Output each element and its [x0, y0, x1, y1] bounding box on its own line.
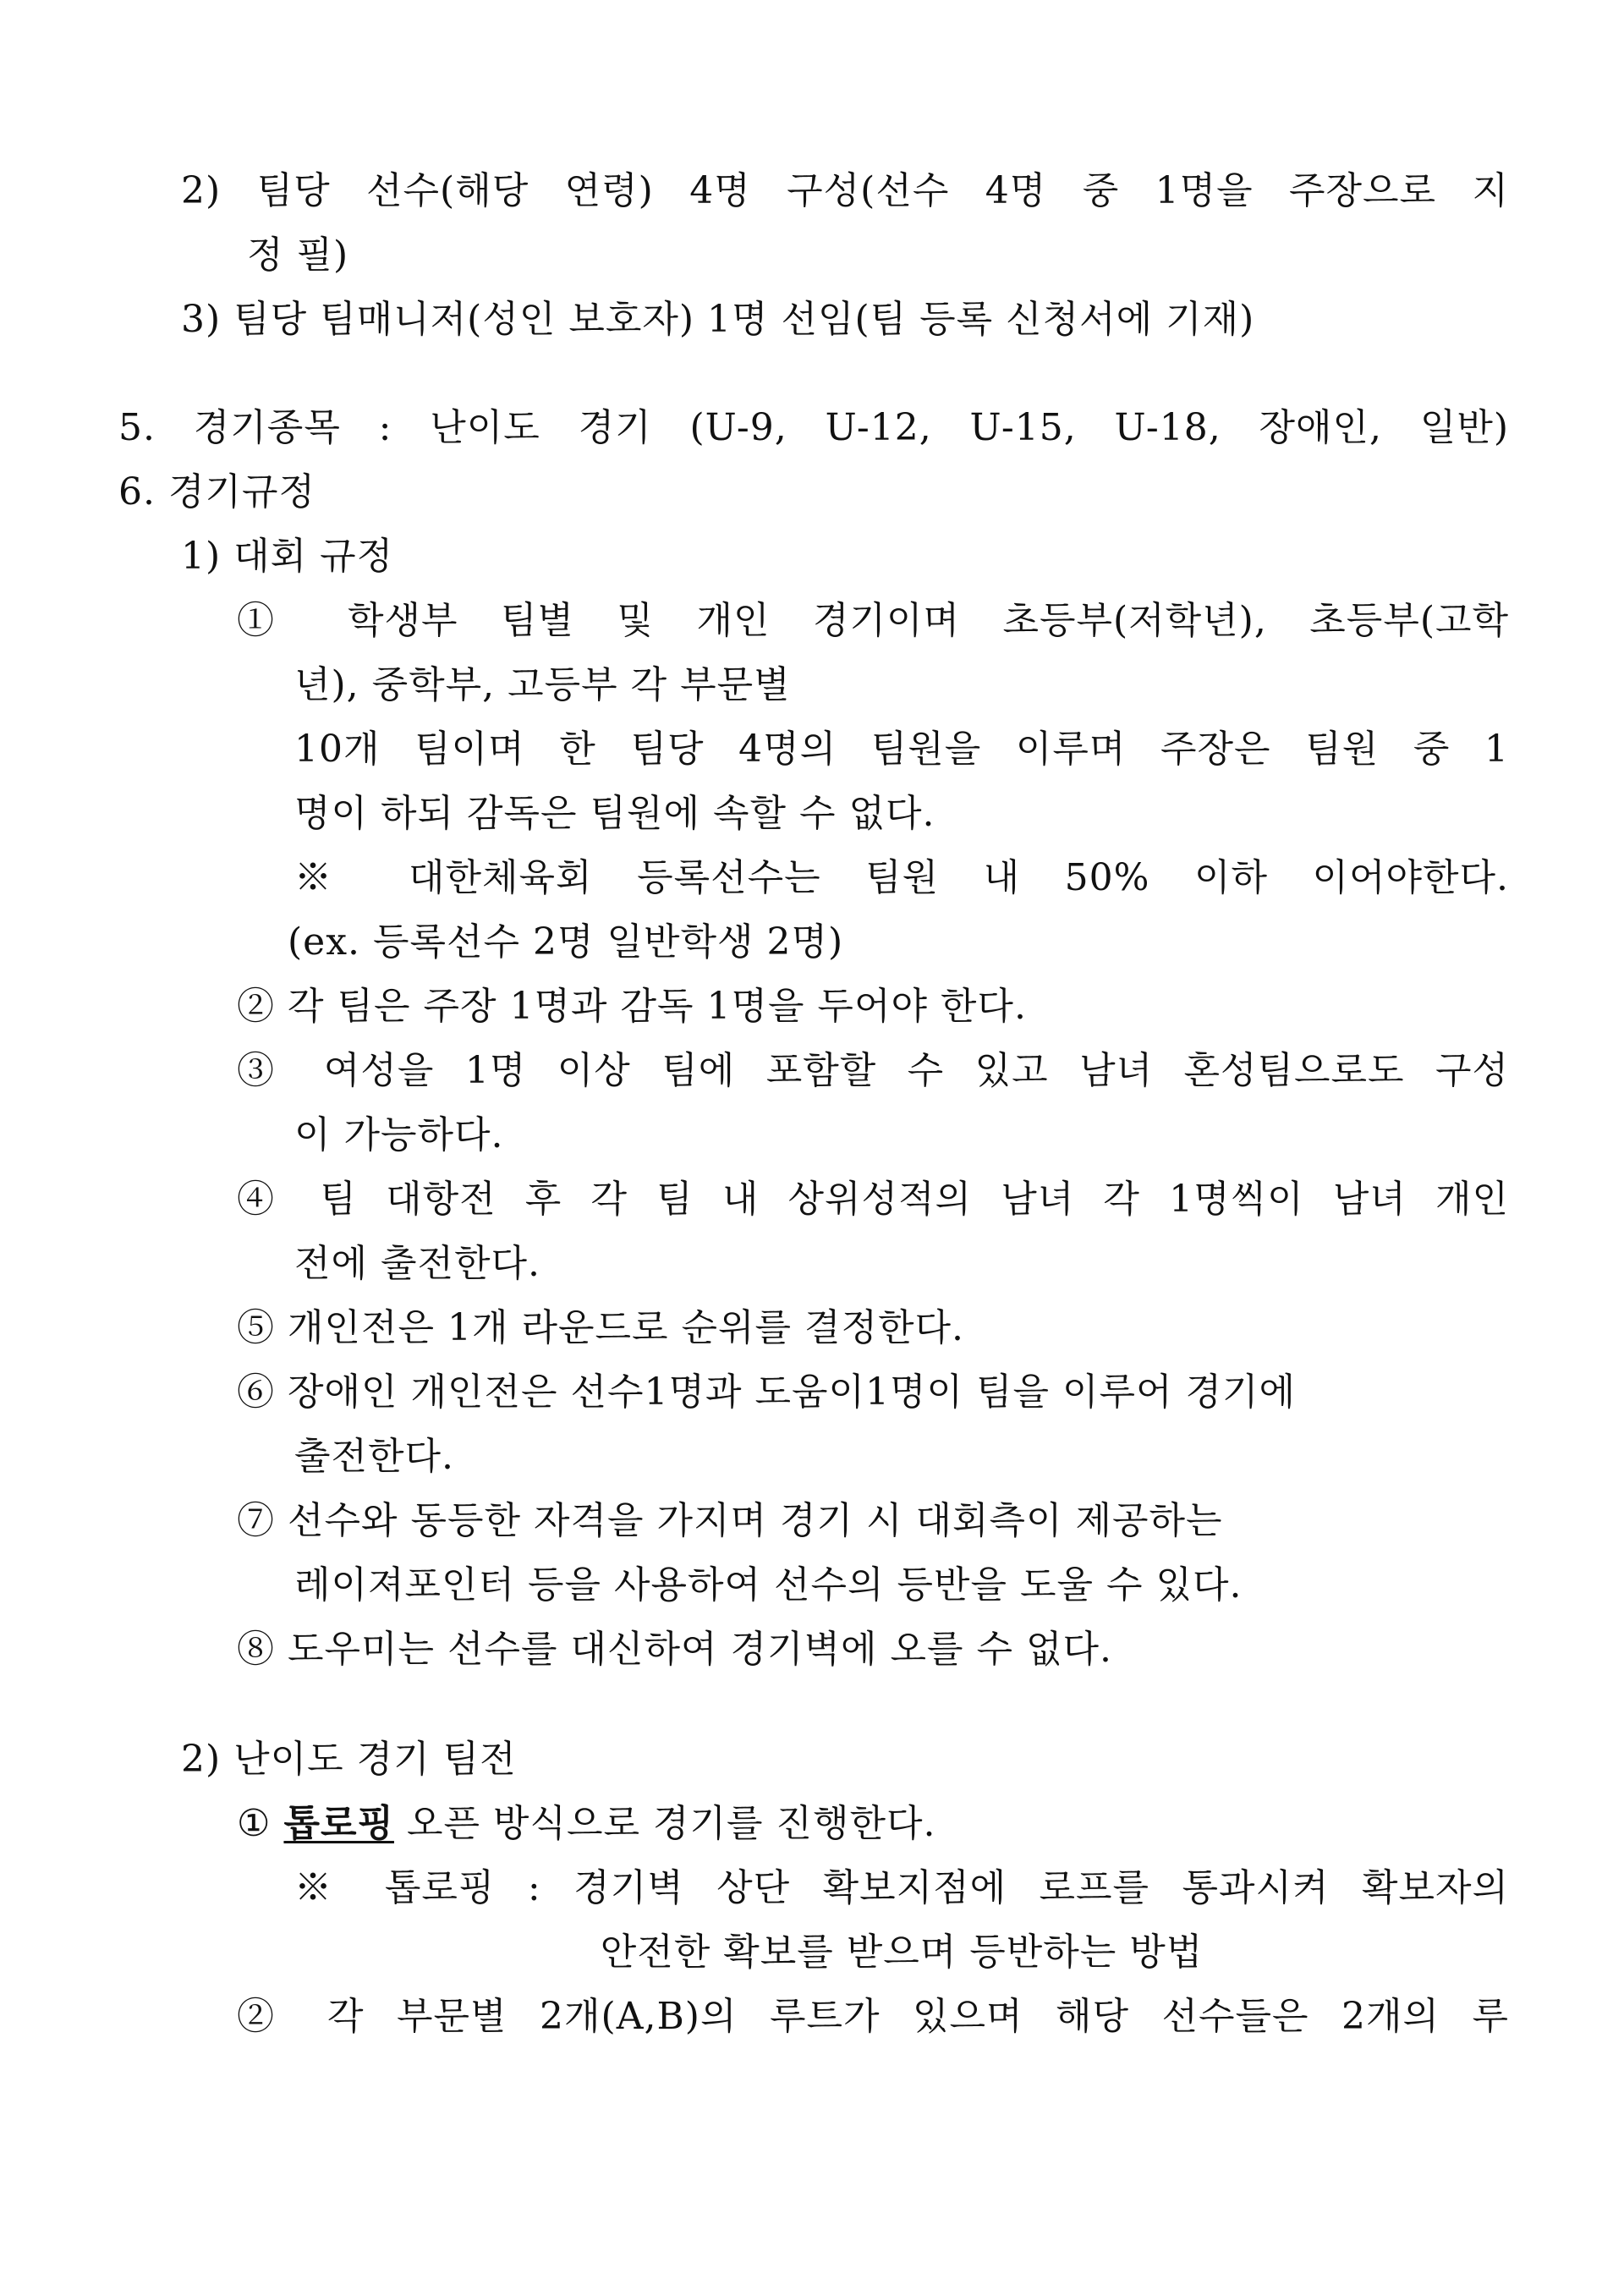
team-rule-1 [237, 1799, 935, 1849]
rule-4-line-2: 전에 출전한다. [294, 1242, 540, 1285]
rule-7-line-1: ⑦ 선수와 동등한 자격을 가지며 경기 시 대회측이 제공하는 [237, 1499, 1223, 1542]
rule-1-note-line-1: ※ 대한체육회 등록선수는 팀원 내 50% 이하 이어야한다. [294, 856, 1509, 899]
rules-heading: 6. 경기규정 [118, 470, 315, 514]
rule-1-line-2: 년), 중학부, 고등부 각 부문별 [294, 663, 791, 706]
team-rule-2-line-1: ② 각 부문별 2개(A,B)의 루트가 있으며 해당 선수들은 2개의 루 [237, 1995, 1509, 2038]
rule-1-line-4: 명이 하되 감독은 팀원에 속할 수 없다. [294, 792, 935, 835]
team-players-line-2: 정 필) [247, 233, 349, 277]
rule-5: ⑤ 개인전은 1개 라운드로 순위를 결정한다. [237, 1306, 964, 1349]
rule-2: ② 각 팀은 주장 1명과 감독 1명을 두어야 한다. [237, 985, 1027, 1028]
rule-1-line-3: 10개 팀이며 한 팀당 4명의 팀원을 이루며 주장은 팀원 중 1 [294, 728, 1510, 771]
rule-7-line-2: 레이져포인터 등을 사용하여 선수의 등반을 도울 수 있다. [294, 1563, 1243, 1607]
rule-3-line-2: 이 가능하다. [294, 1113, 504, 1156]
rule-8: ⑧ 도우미는 선수를 대신하여 경기벽에 오를 수 없다. [237, 1628, 1112, 1671]
team-players-line-1: 2) 팀당 선수(해당 연령) 4명 구성(선수 4명 중 1명을 주장으로 지 [181, 169, 1509, 212]
event-type-heading: 5. 경기종목 : 난이도 경기 (U-9, U-12, U-15, U-18, 장애인, 일반) [118, 406, 1509, 449]
toproping-note-line-1: ※ 톱로핑 : 경기벽 상단 확보지점에 로프를 통과시켜 확보자의 [294, 1866, 1509, 1909]
rule-1-line-1: ① 학생부 팀별 및 개인 경기이며 초등부(저학년), 초등부(고학 [237, 599, 1509, 642]
team-rule-1-number: ① [237, 1802, 284, 1845]
competition-rules-title: 1) 대회 규정 [181, 535, 394, 578]
rule-6-line-2: 출전한다. [294, 1435, 455, 1478]
rule-3-line-1: ③ 여성을 1명 이상 팀에 포함할 수 있고 남녀 혼성팀으로도 구성 [237, 1049, 1509, 1092]
team-manager-line: 3) 팀당 팀매니저(성인 보호자) 1명 선임(팀 등록 신청서에 기재) [181, 298, 1255, 341]
toproping-note-line-2: 안전한 확보를 받으며 등반하는 방법 [600, 1931, 1204, 1974]
toproping-term: 톱로핑 [283, 1802, 394, 1845]
difficulty-team-title: 2) 난이도 경기 팀전 [181, 1738, 517, 1781]
rule-6-line-1: ⑥ 장애인 개인전은 선수1명과 도움이1명이 팀을 이루어 경기에 [237, 1370, 1296, 1414]
team-rule-1-text: 오픈 방식으로 경기를 진행한다. [393, 1802, 936, 1845]
rule-1-note-line-2: (ex. 등록선수 2명 일반학생 2명) [288, 920, 844, 964]
rule-4-line-1: ④ 팀 대항전 후 각 팀 내 상위성적의 남녀 각 1명씩이 남녀 개인 [237, 1178, 1509, 1221]
